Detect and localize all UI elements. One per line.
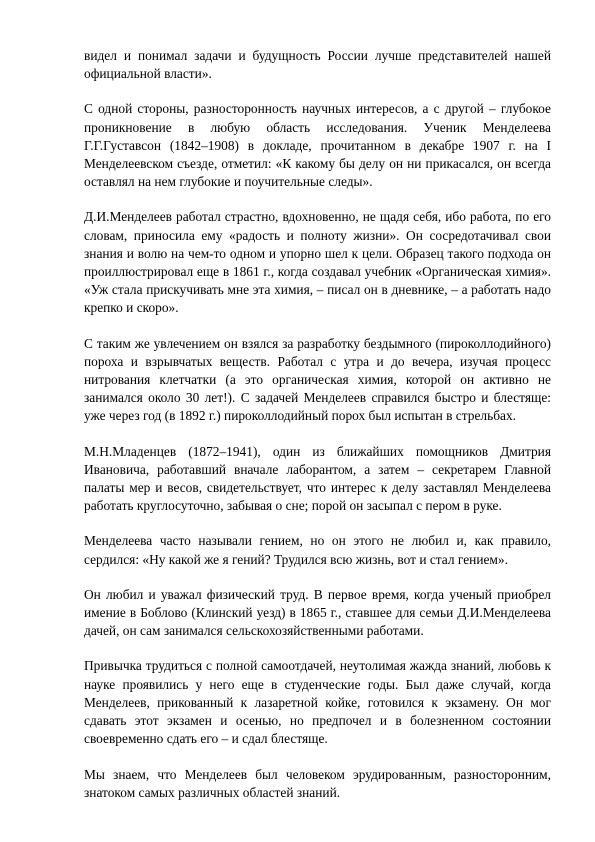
paragraph-5: М.Н.Младенцев (1872–1941), один из ближайших помощников Дмитрия Ивановича, работавший вначале лаборантом, а затем – секретарем Главной палаты мер и весов, свидетельствует, что интерес к делу заставлял Менделеева работать круглосуточно, забывая о сне; порой он засыпал с пером в руке. bbox=[84, 443, 551, 514]
paragraph-8: Привычка трудиться с полной самоотдачей, неутолимая жажда знаний, любовь к науке проявились у него еще в студенческие годы. Был даже случай, когда Менделеев, прикованный к лазаретной койке, готовился к экзамену. Он мог сдавать этот экзамен и осенью, но предпочел и в болезненном состоянии своевременно сдать его – и сдал блестяще. bbox=[84, 658, 551, 747]
paragraph-6: Менделеева часто называли гением, но он этого не любил и, как правило, сердился: «Ну какой же я гений? Трудился всю жизнь, вот и стал гением». bbox=[84, 533, 551, 567]
paragraph-7: Он любил и уважал физический труд. В первое время, когда ученый приобрел имение в Боблово (Клинский уезд) в 1865 г., ставшее для семьи Д.И.Менделеева дачей, он сам занимался сельскохозяйственными работами. bbox=[84, 586, 551, 639]
paragraph-3: Д.И.Менделеев работал страстно, вдохновенно, не щадя себя, ибо работа, по его словам, приносила ему «радость и полноту жизни». Он сосредотачивал свои знания и волю на чем-то одном и упорно шел к цели. Образец такого подхода он проиллюстрировал еще в 1861 г., когда создавал учебник «Органическая химия». «Уж стала прискучивать мне эта химия, – писал он в дневнике, – а работать надо крепко и скоро». bbox=[84, 209, 551, 316]
paragraph-1: видел и понимал задачи и будущность России лучше представителей нашей официальной власти». bbox=[84, 48, 551, 82]
paragraph-2: С одной стороны, разносторонность научных интересов, а с другой – глубокое проникновение в любую область исследования. Ученик Менделеева Г.Г.Густавсон (1842–1908) в докладе, прочитанном в декабре 1907 г. на I Менделеевском съезде, отметил: «К какому бы делу он ни прикасался, он всегда оставлял на нем глубокие и поучительные следы». bbox=[84, 101, 551, 190]
paragraph-4: С таким же увлечением он взялся за разработку бездымного (пироколлодийного) пороха и взрывчатых веществ. Работал с утра и до вечера, изучая процесс нитрования клетчатки (а это органическая химия, которой он активно не занимался около 30 лет!). С задачей Менделеев справился быстро и блестяще: уже через год (в 1892 г.) пироколлодийный порох был испытан в стрельбах. bbox=[84, 335, 551, 424]
paragraph-9: Мы знаем, что Менделеев был человеком эрудированным, разносторонним, знатоком самых различных областей знаний. bbox=[84, 766, 551, 800]
